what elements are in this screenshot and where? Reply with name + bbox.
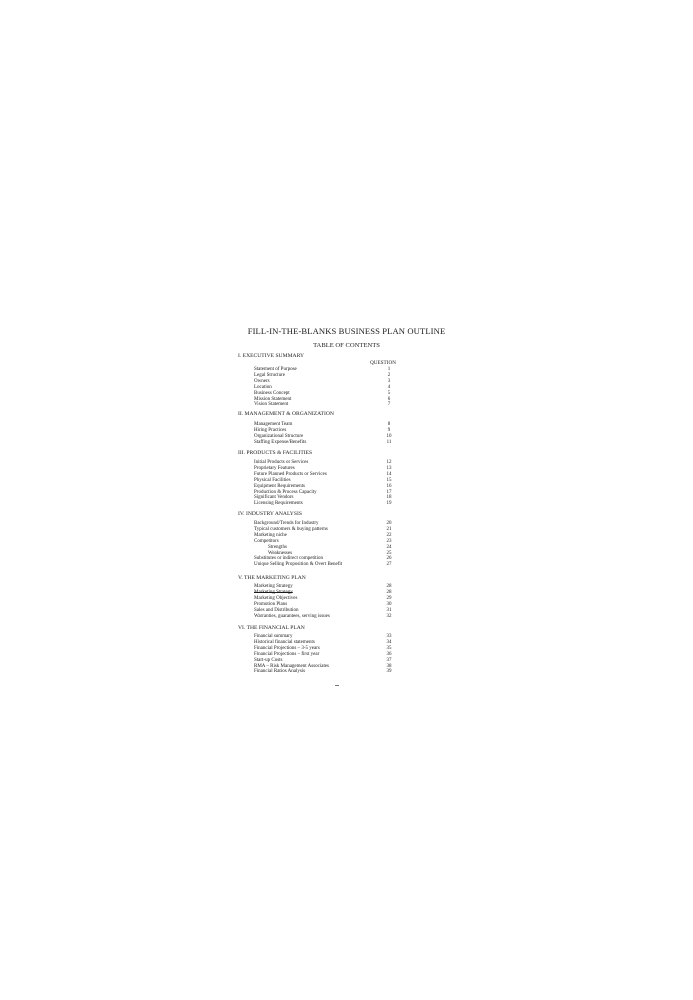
toc-entry-question-number: 3 [387, 378, 391, 384]
toc-entry-label: Mission Statement [254, 396, 292, 402]
toc-entry-label: Marketing Objectives [254, 595, 298, 601]
toc-entry-question-number: 24 [386, 544, 392, 550]
toc-entry [254, 589, 392, 595]
toc-entry-label: Hiring Practices [254, 427, 287, 433]
toc-entry-label: Substitutes or indirect competition [254, 556, 324, 562]
toc-entry [254, 538, 392, 544]
toc-entry [254, 427, 391, 433]
toc-entry-label: Production & Process Capacity [254, 489, 317, 495]
toc-entry-question-number: 25 [386, 550, 392, 556]
document-title: FILL-IN-THE-BLANKS BUSINESS PLAN OUTLINE [247, 326, 446, 336]
toc-entry-question-number: 8 [387, 422, 391, 427]
toc-entry-label: Financial summary [254, 634, 293, 639]
toc-entry-question-number: 22 [386, 532, 392, 538]
toc-entry-question-number: 39 [386, 669, 392, 675]
toc-entry-label: Business Concept [254, 390, 290, 396]
toc-entry [254, 433, 392, 439]
toc-entry [254, 526, 392, 532]
toc-entry [254, 657, 392, 663]
toc-entry [254, 372, 391, 378]
toc-entry-label: Future Planned Products or Services [254, 471, 327, 477]
toc-entry-question-number: 19 [386, 501, 392, 507]
toc-entry [254, 378, 391, 384]
toc-entry-label: Historical financial statements [254, 639, 315, 645]
toc-entry-question-number: 30 [386, 601, 392, 607]
toc-entry [254, 471, 392, 477]
toc-entry [254, 384, 391, 390]
toc-entry [254, 601, 392, 607]
toc-entry-label: Staffing Expense/Benefits [254, 439, 307, 445]
toc-entry-label: Physical Facilities [254, 477, 291, 483]
toc-entry-question-number: 37 [386, 657, 392, 663]
toc-entry-label: Weaknesses [268, 550, 293, 556]
toc-entry [254, 483, 392, 489]
toc-entry [254, 367, 391, 372]
toc-entry [254, 584, 392, 589]
toc-entry-question-number: 7 [387, 402, 391, 408]
toc-entry [268, 550, 392, 556]
page-number-mark [335, 685, 339, 686]
toc-entry-question-number: 11 [386, 439, 392, 445]
toc-entry-question-number: 5 [387, 390, 391, 396]
toc-entry-label: Owners [254, 378, 270, 384]
toc-entry-question-number: 36 [386, 651, 392, 657]
toc-entry-label: Marketing Strategy [254, 584, 293, 589]
toc-entry-label: Equipment Requirements [254, 483, 305, 489]
toc-entry-label: Management Team [254, 422, 293, 427]
toc-entry-question-number: 20 [386, 521, 392, 526]
toc-entry [254, 634, 392, 639]
toc-entry-question-number: 6 [387, 396, 391, 402]
toc-entry [254, 495, 392, 501]
section-heading: IV. INDUSTRY ANALYSIS [238, 511, 302, 517]
toc-entry-question-number: 2 [387, 372, 391, 378]
toc-entry [254, 639, 392, 645]
toc-entry-question-number: 34 [386, 639, 392, 645]
toc-entry [254, 390, 391, 396]
toc-entry-label: Start-up Costs [254, 657, 283, 663]
toc-entry [254, 521, 392, 526]
toc-entry-label: Marketing niche [254, 532, 287, 538]
toc-entry-question-number: 35 [386, 645, 392, 651]
section-heading: III. PRODUCTS & FACILITIES [238, 450, 313, 456]
toc-entry [254, 477, 392, 483]
toc-entry [254, 562, 392, 568]
toc-entry [254, 532, 392, 538]
toc-entry-label: Location [254, 384, 272, 390]
toc-entry-label: Financial Projections – first year [254, 651, 320, 657]
toc-entry [254, 556, 392, 562]
toc-entry-question-number: 17 [386, 489, 392, 495]
toc-entry-question-number: 26 [386, 556, 392, 562]
toc-entry-label: Sales and Distribution [254, 607, 299, 613]
toc-entry-label: Competitors [254, 538, 279, 544]
section-heading: II. MANAGEMENT & ORGANIZATION [238, 411, 334, 417]
toc-entry [254, 607, 392, 613]
toc-entry [254, 460, 392, 465]
toc-entry-question-number: 21 [386, 526, 392, 532]
toc-entry-label: Organizational Structure [254, 433, 304, 439]
toc-entry-label: Typical customers & buying patterns [254, 526, 328, 532]
toc-entry-label: Significant Vendors [254, 495, 294, 501]
document-subtitle: TABLE OF CONTENTS [313, 342, 380, 349]
toc-entry-question-number: 12 [386, 460, 392, 465]
toc-entry [254, 595, 392, 601]
toc-entry [254, 613, 392, 619]
toc-entry-question-number: 10 [386, 433, 392, 439]
toc-entry-question-number: 14 [386, 471, 392, 477]
toc-entry-question-number: 23 [386, 538, 392, 544]
toc-entry-label: Licensing Requirements [254, 501, 303, 507]
toc-entry [254, 489, 392, 495]
toc-entry-label: Marketing Strategy [254, 589, 293, 595]
toc-entry-question-number: 9 [387, 427, 391, 433]
toc-entry-label: Background/Trends for Industry [254, 521, 319, 526]
toc-entry-label: Promotion Plans [254, 601, 288, 607]
question-column-header: QUESTION [370, 360, 396, 366]
toc-entry-label: Financial Ratios Analysis [254, 669, 306, 675]
toc-entry-label: RMA – Risk Management Associates [254, 663, 329, 669]
toc-entry-question-number: 15 [386, 477, 392, 483]
toc-entry-label: Legal Structure [254, 372, 285, 378]
toc-entry-question-number: 28 [386, 589, 392, 595]
toc-entry-label: Warranties, guarantees, serving issues [254, 613, 330, 619]
toc-entry [254, 645, 392, 651]
section-heading: VI. THE FINANCIAL PLAN [238, 625, 305, 631]
toc-entry-label: Proprietary Features [254, 465, 295, 471]
toc-entry-question-number: 29 [386, 595, 392, 601]
toc-entry-label: Unique Selling Proposition & Overt Benefit [254, 562, 343, 568]
toc-entry [268, 544, 392, 550]
toc-entry [254, 663, 392, 669]
toc-entry-label: Strengths [268, 544, 287, 550]
section-heading: V. THE MARKETING PLAN [238, 575, 306, 581]
toc-entry [254, 422, 391, 427]
toc-entry [254, 402, 391, 408]
toc-entry-question-number: 28 [386, 584, 392, 589]
toc-entry [254, 651, 392, 657]
toc-entry-label: Financial Projections – 3-5 years [254, 645, 320, 651]
toc-entry-question-number: 1 [387, 367, 391, 372]
toc-entry [254, 439, 392, 445]
toc-entry-label: Initial Products or Services [254, 460, 309, 465]
toc-entry-label: Vision Statement [254, 402, 289, 408]
toc-entry [254, 396, 391, 402]
toc-entry [254, 669, 392, 675]
toc-entry-question-number: 4 [387, 384, 391, 390]
section-heading: I. EXECUTIVE SUMMARY [238, 353, 305, 359]
toc-entry-question-number: 31 [386, 607, 392, 613]
toc-entry-question-number: 18 [386, 495, 392, 501]
toc-entry-question-number: 13 [386, 465, 392, 471]
toc-entry [254, 501, 392, 507]
toc-entry-question-number: 33 [386, 634, 392, 639]
toc-entry-label: Statement of Purpose [254, 367, 297, 372]
toc-entry-question-number: 38 [386, 663, 392, 669]
toc-entry-question-number: 32 [386, 613, 392, 619]
toc-entry [254, 465, 392, 471]
toc-entry-question-number: 16 [386, 483, 392, 489]
toc-entry-question-number: 27 [386, 562, 392, 568]
